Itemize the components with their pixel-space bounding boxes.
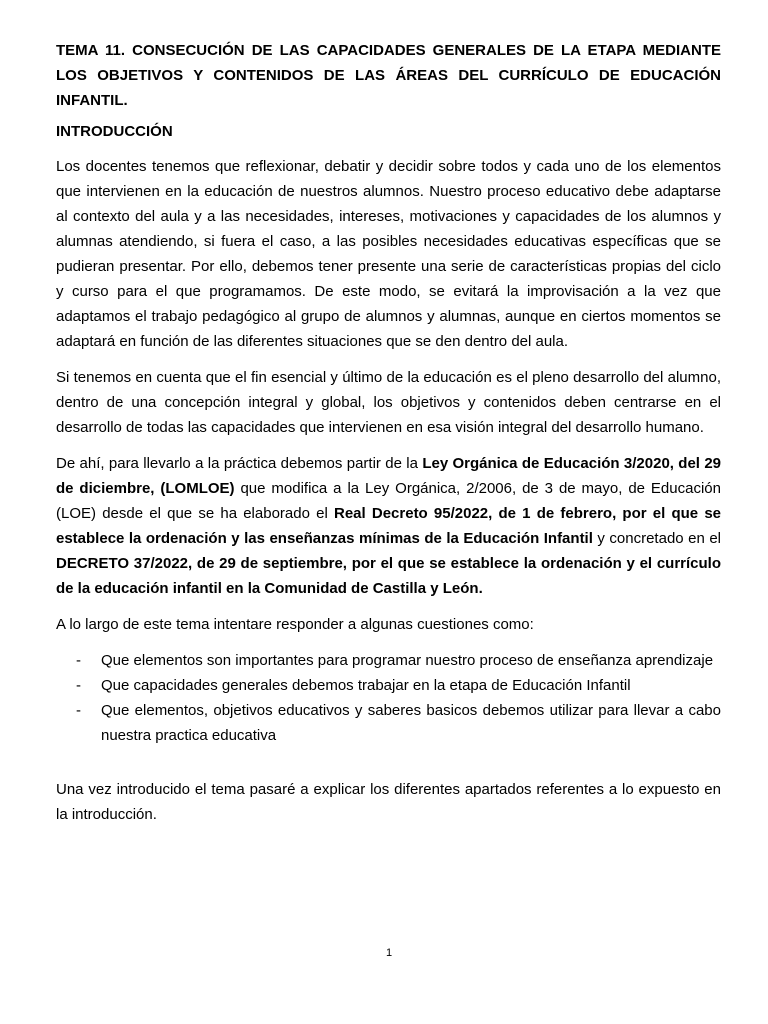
law-decreto-cyl: DECRETO 37/2022, de 29 de septiembre, por el que se establece la ordenación y el currículo de la educación infantil en la Comunidad de Castilla y León. bbox=[56, 555, 721, 597]
paragraph-closing: Una vez introducido el tema pasaré a explicar los diferentes apartados referentes a lo expuesto en la introducción. bbox=[56, 781, 721, 823]
page-number: 1 bbox=[385, 947, 393, 959]
paragraph-legislation bbox=[56, 451, 721, 601]
document-title: TEMA 11. CONSECUCIÓN DE LAS CAPACIDADES GENERALES DE LA ETAPA MEDIANTE LOS OBJETIVOS Y CONTENIDOS DE LAS ÁREAS DEL CURRÍCULO DE EDUCACIÓN INFANTIL. bbox=[56, 42, 721, 109]
list-item-text: Que capacidades generales debemos trabajar en la etapa de Educación Infantil bbox=[101, 677, 631, 694]
legislation-text-3: y concretado en el bbox=[592, 530, 722, 547]
paragraph-purpose: Si tenemos en cuenta que el fin esencial y último de la educación es el pleno desarrollo del alumno, dentro de una concepción integral y global, los objetivos y contenidos deben centrarse en el desarrollo de todas las capacidades que intervienen en esa visión integral del desarrollo humano. bbox=[56, 369, 721, 436]
paragraph-questions-intro: A lo largo de este tema intentare responder a algunas cuestiones como: bbox=[56, 616, 534, 633]
paragraph-intro: Los docentes tenemos que reflexionar, debatir y decidir sobre todos y cada uno de los elementos que intervienen en la educación de nuestros alumnos. Nuestro proceso educativo debe adaptarse al contexto del aula y a las necesidades, intereses, motivaciones y capacidades de los alumnos y alumnas atendiendo, si fuera el caso, a las posibles necesidades educativas específicas que se pudieran presentar. Por ello, debemos tener presente una serie de características propias del ciclo y curso para el que programamos. De este modo, se evitará la improvisación a la vez que adaptamos el trabajo pedagógico al grupo de alumnos y alumnas, aunque en ciertos momentos se adaptará en función de las diferentes situaciones que se den dentro del aula. bbox=[56, 158, 721, 350]
document-page bbox=[56, 38, 721, 838]
legislation-text-2: que modifica a la Ley Orgánica, 2/2006, de 3 de mayo, de Educación (LOE) desde el que se ha elaborado el bbox=[56, 480, 721, 522]
law-real-decreto: Real Decreto 95/2022, de 1 de febrero, por el que se establece la ordenación y las enseñanzas mínimas de la Educación Infantil bbox=[56, 505, 722, 547]
law-lomloe: Ley Orgánica de Educación 3/2020, del 29 de diciembre, (LOMLOE) bbox=[56, 455, 722, 497]
list-item bbox=[56, 648, 721, 673]
list-item-text: Que elementos, objetivos educativos y saberes basicos debemos utilizar para llevar a cabo nuestra practica educativa bbox=[101, 702, 721, 744]
list-dash: - bbox=[76, 677, 81, 694]
list-item-text: Que elementos son importantes para programar nuestro proceso de enseñanza aprendizaje bbox=[101, 652, 714, 669]
questions-list bbox=[56, 648, 721, 748]
list-item bbox=[56, 673, 721, 698]
list-dash: - bbox=[76, 652, 81, 669]
list-dash: - bbox=[76, 702, 81, 719]
legislation-text-1: De ahí, para llevarlo a la práctica debemos partir de la bbox=[56, 455, 423, 472]
list-item bbox=[56, 698, 721, 748]
section-heading: INTRODUCCIÓN bbox=[56, 123, 173, 140]
